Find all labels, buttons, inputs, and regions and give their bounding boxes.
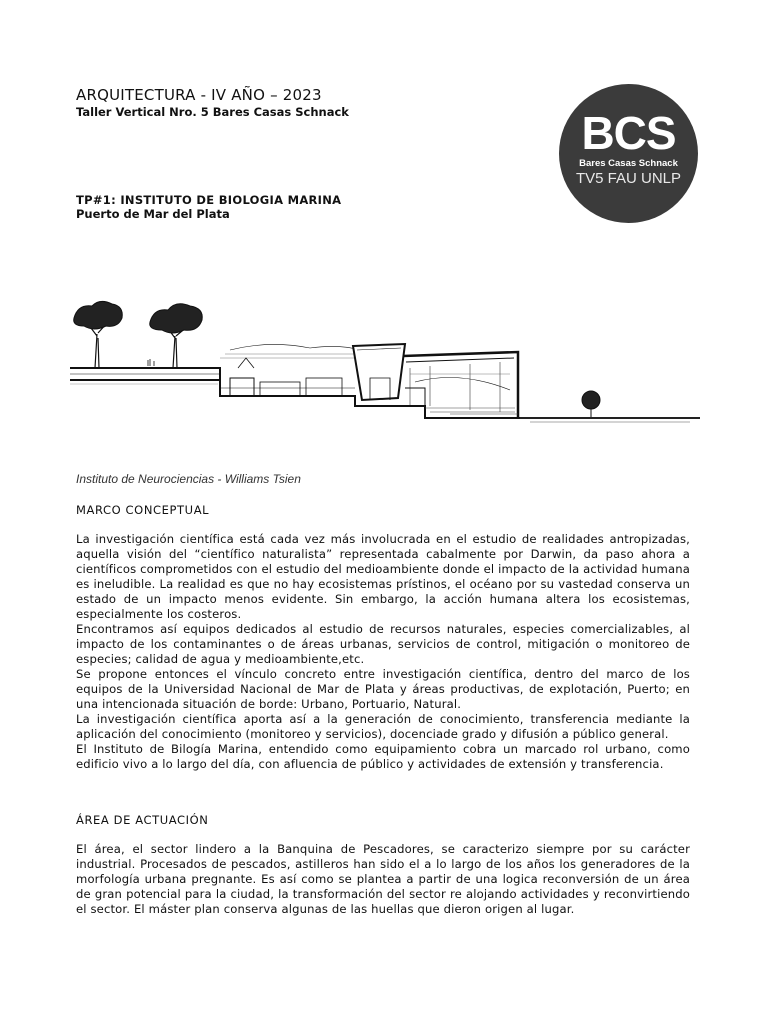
logo-name: Bares Casas Schnack [579, 158, 678, 169]
paragraph: El Instituto de Bilogía Marina, entendido como equipamiento cobra un marcado rol urbano, como edificio vivo a lo largo del día, con afluencia de público y actividades de extensión y transferencia. [76, 742, 690, 771]
section-sketch [70, 278, 700, 446]
logo-initials: BCS [581, 107, 676, 159]
paragraph: Encontramos así equipos dedicados al estudio de recursos naturales, especies comercializables, al impacto de los contaminantes o de áreas urbanas, servicios de control, mitigación o monitoreo de especies; calidad de agua y medioambiente,etc. [76, 622, 690, 666]
paragraph: La investigación científica está cada vez más involucrada en el estudio de realidades antropizadas, aquella visión del “científico naturalista” representada cabalmente por Darwin, da paso ahora a científicos comprometidos con el estudio del medioambiente donde el impacto de la actividad humana es ineludible. La realidad es que no hay ecosistemas prístinos, el océano por su vastedad conserva un estado de un impacto menos evidente. Sin embargo, la acción humana altera los ecosistemas, especialmente los costeros. [76, 532, 690, 621]
figure-caption: Instituto de Neurociencias - Williams Tsien [76, 472, 301, 486]
tree-sketch-2 [150, 304, 203, 368]
assignment-location: Puerto de Mar del Plata [76, 207, 230, 221]
tree-sketch-1 [74, 301, 123, 368]
course-title: ARQUITECTURA - IV AÑO – 2023 [76, 86, 322, 104]
section-heading-area: ÁREA DE ACTUACIÓN [76, 813, 209, 827]
section-heading-marco: MARCO CONCEPTUAL [76, 503, 210, 517]
paragraph: La investigación científica aporta así a la generación de conocimiento, transferencia mediante la aplicación del conocimiento (monitoreo y servicios), docenciade grado y difusión a público general. [76, 712, 690, 741]
paragraph: Se propone entonces el vínculo concreto entre investigación científica, dentro del marco de los equipos de la Universidad Nacional de Mar de Plata y áreas productivas, de explotación, Puerto; en una intencionada situación de borde: Urbano, Portuario, Natural. [76, 667, 690, 711]
assignment-title: TP#1: INSTITUTO DE BIOLOGIA MARINA [76, 193, 342, 207]
section-body-marco [76, 532, 690, 772]
bcs-logo [559, 84, 698, 223]
building-tower [353, 344, 405, 400]
logo-tagline: TV5 FAU UNLP [575, 170, 682, 187]
course-subtitle: Taller Vertical Nro. 5 Bares Casas Schnack [76, 105, 349, 119]
paragraph: El área, el sector lindero a la Banquina de Pescadores, se caracterizo siempre por su carácter industrial. Procesados de pescados, astilleros han sido el a lo largo de los años los generadores de la morfología urbana pregnante. Es así como se plantea a partir de una logica reconversión de un área de gran potencial para la ciudad, la transformación del sector re alojando actividades y reconvirtiendo el sector. El máster plan conserva algunas de las huellas que dieron origen al lugar. [76, 842, 690, 916]
section-body-area [76, 842, 690, 917]
tree-sketch-3 [582, 391, 600, 418]
